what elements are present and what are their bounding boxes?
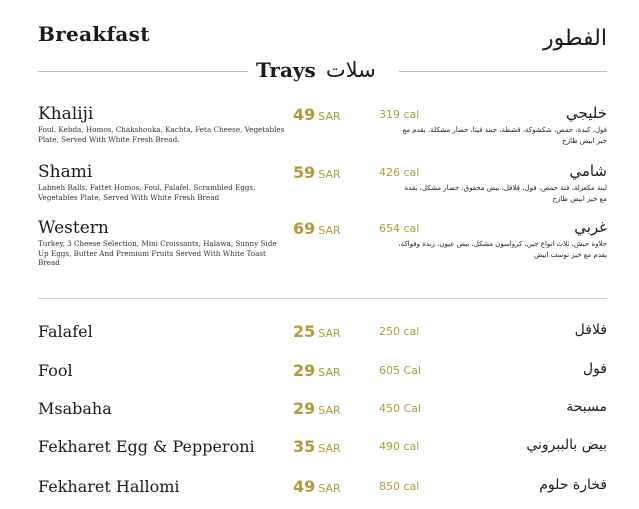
section-rule-right (399, 71, 607, 72)
tray-name-arabic: غربي (574, 218, 607, 236)
price-currency: SAR (318, 404, 341, 417)
price-value: 35 (293, 437, 316, 456)
price-value: 29 (293, 361, 316, 380)
price-currency: SAR (318, 442, 341, 455)
price-currency: SAR (318, 327, 341, 340)
menu-tray-western (38, 218, 607, 278)
item-name-arabic: فول (582, 361, 607, 377)
item-calories: 250 cal (379, 325, 420, 338)
price-value: 49 (293, 105, 316, 124)
item-price (293, 322, 341, 341)
item-calories: 490 cal (379, 440, 420, 453)
item-name: Fool (38, 361, 73, 380)
price-value: 25 (293, 322, 316, 341)
price-value: 49 (293, 477, 316, 496)
section-label-ar: سلات (325, 58, 376, 82)
price-value: 59 (293, 163, 316, 182)
tray-price (293, 163, 341, 182)
tray-name: Khaliji (38, 104, 94, 124)
item-name: Fekharet Egg & Pepperoni (38, 437, 255, 456)
item-name: Msabaha (38, 399, 112, 418)
item-calories: 850 cal (379, 480, 420, 493)
section-divider (38, 298, 607, 299)
tray-name-arabic: خليجي (566, 104, 607, 122)
page-title-arabic: الفطور (543, 26, 607, 51)
section-header-trays (38, 58, 607, 84)
tray-description: Labneh Balls, Fattet Homos, Foul, Falafel, Scrambled Eggs, Vegetables Plate, Served With White Fresh Bread (38, 183, 256, 202)
item-name-arabic: فخارة حلوم (539, 477, 607, 493)
tray-calories: 319 cal (379, 108, 420, 121)
item-name: Falafel (38, 322, 93, 341)
menu-item-fekharet-egg-pepperoni (38, 437, 607, 461)
price-value: 29 (293, 399, 316, 418)
item-price (293, 437, 341, 456)
price-value: 69 (293, 219, 316, 238)
menu-item-msabaha (38, 399, 607, 423)
tray-description-arabic: حلاوة حبش، ثلاث انواع جبن، كرواسون مشكل، بيض عيون، زبدة وفواكة، يقدم مع خبز توست ابيض (398, 240, 607, 259)
price-currency: SAR (318, 168, 341, 181)
tray-description-arabic: لبنة مكعرلة، فتة حمص، فول، فلافل، بيض مخفوق، خضار مشكل، يقدة مع خبز ابيض طازج (404, 184, 607, 203)
section-label-en: Trays (256, 58, 316, 82)
item-price (293, 399, 341, 418)
menu-item-fekharet-hallomi (38, 477, 607, 501)
item-price (293, 361, 341, 380)
item-calories: 605 Cal (379, 364, 421, 377)
tray-description-arabic: فول، كبدة، حمص، شكشوكة، قشطة، جبنة فيتا، خضار مشكلة، يقدم مع خبز ابيض طازج (402, 126, 607, 145)
tray-name: Shami (38, 162, 93, 182)
tray-price (293, 105, 341, 124)
tray-price (293, 219, 341, 238)
menu-tray-shami (38, 162, 607, 222)
section-rule-left (38, 71, 248, 72)
item-price (293, 477, 341, 496)
price-currency: SAR (318, 366, 341, 379)
price-currency: SAR (318, 482, 341, 495)
menu-item-fool (38, 361, 607, 385)
tray-name: Western (38, 218, 109, 238)
item-name-arabic: مسبحة (566, 399, 607, 415)
item-name-arabic: فلافل (574, 322, 607, 338)
price-currency: SAR (318, 224, 341, 237)
item-calories: 450 Cal (379, 402, 421, 415)
tray-calories: 654 cal (379, 222, 420, 235)
tray-description: Turkey, 3 Cheese Selection, Mini Croissants, Halawa, Sunny Side Up Eggs, Butter And Premium Fruits Served With White Toast Bread (38, 239, 277, 268)
menu-item-falafel (38, 322, 607, 346)
page-title: Breakfast (38, 22, 150, 46)
item-name: Fekharet Hallomi (38, 477, 180, 496)
tray-description: Foul, Kebda, Homos, Chakshouka, Kachta, Feta Cheese, Vegetables Plate, Served With White Fresh Bread. (38, 125, 285, 144)
menu-tray-khaliji (38, 104, 607, 164)
tray-calories: 426 cal (379, 166, 420, 179)
section-label (256, 58, 376, 82)
price-currency: SAR (318, 110, 341, 123)
tray-name-arabic: شامي (569, 162, 607, 180)
item-name-arabic: بيض بالببروني (526, 437, 607, 453)
